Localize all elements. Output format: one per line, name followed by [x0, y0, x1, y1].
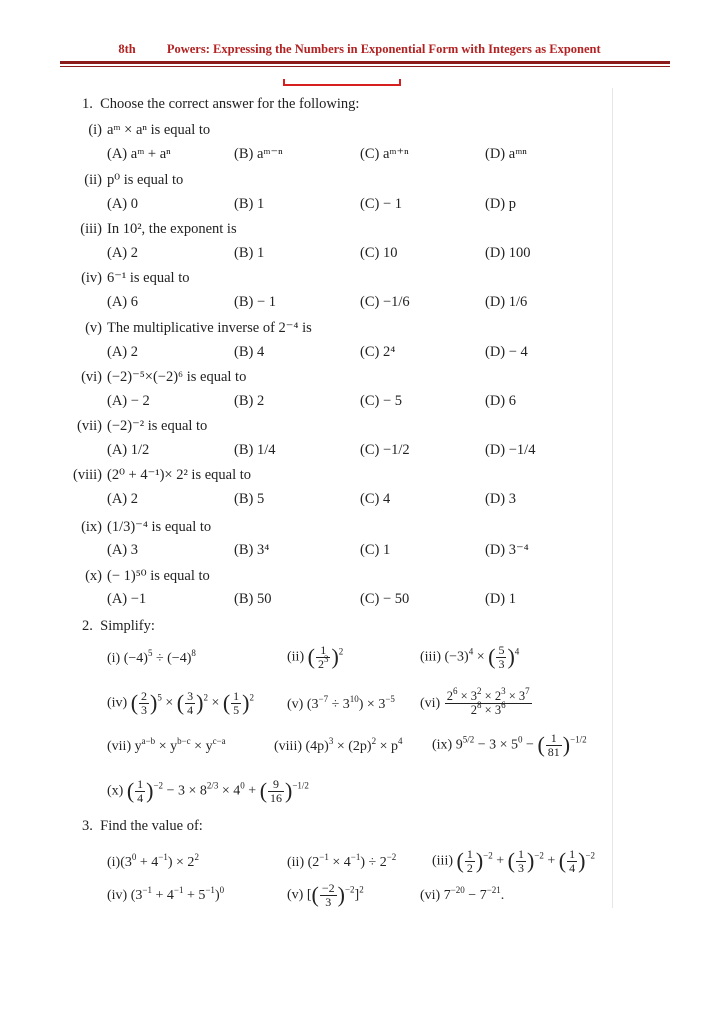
item-question: aᵐ × aⁿ is equal to: [107, 122, 211, 138]
option-c: (C) −1/2: [360, 442, 410, 458]
page-header: [60, 42, 659, 60]
item-question: The multiplicative inverse of 2⁻⁴ is: [107, 320, 312, 336]
option-a: (A) − 2: [107, 393, 150, 409]
q2-part-viii: (viii) $(4p)^3 \times (2p)^2 \times p^4$: [274, 736, 403, 754]
item-question: (2⁰ + 4⁻¹)× 2² is equal to: [107, 467, 252, 483]
q3-part-v: (v) [( $\frac{-2}{3}$ )$^{-2}$]$^2$: [287, 881, 364, 909]
q3-part-iv: (iv) $(3^{-1} + 4^{-1} + 5^{-1})^0$: [107, 885, 225, 903]
option-d: (D) 3: [485, 491, 517, 507]
q3-heading: [82, 819, 203, 834]
option-c: (C) −1/6: [360, 294, 410, 310]
item-question: (−2)⁻² is equal to: [107, 418, 208, 434]
q3-number: 3.: [82, 818, 93, 834]
option-b: (B) 5: [234, 491, 265, 507]
item-number: (iv): [81, 270, 102, 286]
option-b: (B) 1/4: [234, 442, 276, 458]
option-a: (A) 6: [107, 294, 139, 310]
q2-part-x: (x) ( $\frac{1}{4}$ )$^{-2} - 3 \times 8^{2/3} \times 4^0$ + ( $\frac{9}{16}$ )$^{-1/2}$: [107, 777, 309, 805]
q3-part-i: $(i)(3^0 + 4^{-1}) \times 2^2$: [107, 852, 199, 870]
option-a: (A) 1/2: [107, 442, 150, 458]
option-d: (D) 1/6: [485, 294, 528, 310]
q2-number: 2.: [82, 618, 93, 634]
header-rule-thick: [60, 61, 670, 64]
item-question: 6⁻¹ is equal to: [107, 270, 190, 286]
item-number: (viii): [73, 467, 102, 483]
option-c: (C) 2⁴: [360, 344, 396, 360]
grade-label: 8th: [118, 42, 136, 56]
q3-part-iii: (iii) ( $\frac{1}{2}$ )$^{-2}$ + ( $\frac{1}{3}$ )$^{-2}$ + ( $\frac{1}{4}$ )$^{-2}$: [432, 847, 596, 875]
option-b: (B) 4: [234, 344, 265, 360]
option-a: (A) 2: [107, 344, 139, 360]
option-c: (C) 4: [360, 491, 391, 507]
item-question: (1/3)⁻⁴ is equal to: [107, 519, 212, 535]
item-number: (vi): [81, 369, 102, 385]
option-c: (C) 10: [360, 245, 398, 261]
q2-part-vi: (vi) $\frac{2^6 \times 3^2 \times 2^3 \times 3^7}{2^8 \times 3^6}$: [420, 686, 530, 718]
option-d: (D) 100: [485, 245, 531, 261]
option-d: (D) aᵐⁿ: [485, 146, 527, 162]
item-number: (v): [85, 320, 102, 336]
option-a: (A) 2: [107, 245, 139, 261]
option-d: (D) 6: [485, 393, 517, 409]
item-number: (vii): [77, 418, 102, 434]
option-a: (A) aᵐ + aⁿ: [107, 146, 171, 162]
q2-heading: [82, 619, 155, 634]
q1-number: 1.: [82, 96, 93, 112]
q3-title: Find the value of:: [100, 818, 203, 834]
item-number: (iii): [80, 221, 102, 237]
option-c: (C) − 5: [360, 393, 403, 409]
q2-part-ix: (ix) $9^{5/2} - 3 \times 5^0$ − ( $\frac{1}{81}$ )$^{-1/2}$: [432, 731, 587, 759]
option-a: (A) 3: [107, 542, 139, 558]
chapter-title: Powers: Expressing the Numbers in Exponential Form with Integers as Exponent: [166, 42, 601, 56]
item-question: (−2)⁻⁵×(−2)⁶ is equal to: [107, 369, 247, 385]
q2-part-v: (v) $(3^{-7} \div 3^{10}) \times 3^{-5}$: [287, 694, 395, 712]
q1-heading: [82, 97, 359, 112]
red-bracket-mark: [283, 84, 401, 86]
q3-part-ii: (ii) $(2^{-1} \times 4^{-1}) \div 2^{-2}$: [287, 852, 397, 870]
option-d: (D) − 4: [485, 344, 528, 360]
option-b: (B) 1: [234, 245, 265, 261]
option-d: (D) 3⁻⁴: [485, 542, 529, 558]
q2-part-vii: (vii) $y^{a-b} \times y^{b-c} \times y^{c-a}$: [107, 736, 226, 754]
option-d: (D) p: [485, 196, 517, 212]
option-c: (C) 1: [360, 542, 391, 558]
option-b: (B) aᵐ⁻ⁿ: [234, 146, 283, 162]
q1-title: Choose the correct answer for the following:: [100, 96, 360, 112]
option-c: (C) aᵐ⁺ⁿ: [360, 146, 409, 162]
option-b: (B) − 1: [234, 294, 277, 310]
option-c: (C) − 1: [360, 196, 403, 212]
option-d: (D) 1: [485, 591, 517, 607]
option-a: (A) −1: [107, 591, 147, 607]
q2-part-iii: (iii) $(-3)^4$ × ( $\frac{5}{3}$ )$^4$: [420, 643, 520, 671]
option-b: (B) 1: [234, 196, 265, 212]
item-number: (x): [85, 568, 102, 584]
option-c: (C) − 50: [360, 591, 410, 607]
option-b: (B) 3⁴: [234, 542, 270, 558]
q2-part-ii: (ii) ( $\frac{1}{2^3}$ )$^2$: [287, 643, 344, 671]
item-question: (− 1)⁵⁰ is equal to: [107, 568, 210, 584]
item-number: (ii): [84, 172, 102, 188]
q2-part-iv: (iv) ( $\frac{2}{3}$ )$^5$ × ( $\frac{3}{4}$ )$^2$ × ( $\frac{1}{5}$ )$^2$: [107, 689, 254, 717]
item-number: (i): [88, 122, 102, 138]
option-b: (B) 50: [234, 591, 272, 607]
option-a: (A) 0: [107, 196, 139, 212]
item-question: p⁰ is equal to: [107, 172, 184, 188]
option-d: (D) −1/4: [485, 442, 536, 458]
option-a: (A) 2: [107, 491, 139, 507]
q2-title: Simplify:: [100, 618, 155, 634]
item-number: (ix): [81, 519, 102, 535]
item-question: In 10², the exponent is: [107, 221, 237, 237]
q2-part-i: (i) $(-4)^5 \div (-4)^8$: [107, 648, 196, 666]
header-rule-thin: [60, 66, 670, 67]
q3-part-vi: (vi) $7^{-20} - 7^{-21}$.: [420, 885, 505, 903]
option-b: (B) 2: [234, 393, 265, 409]
